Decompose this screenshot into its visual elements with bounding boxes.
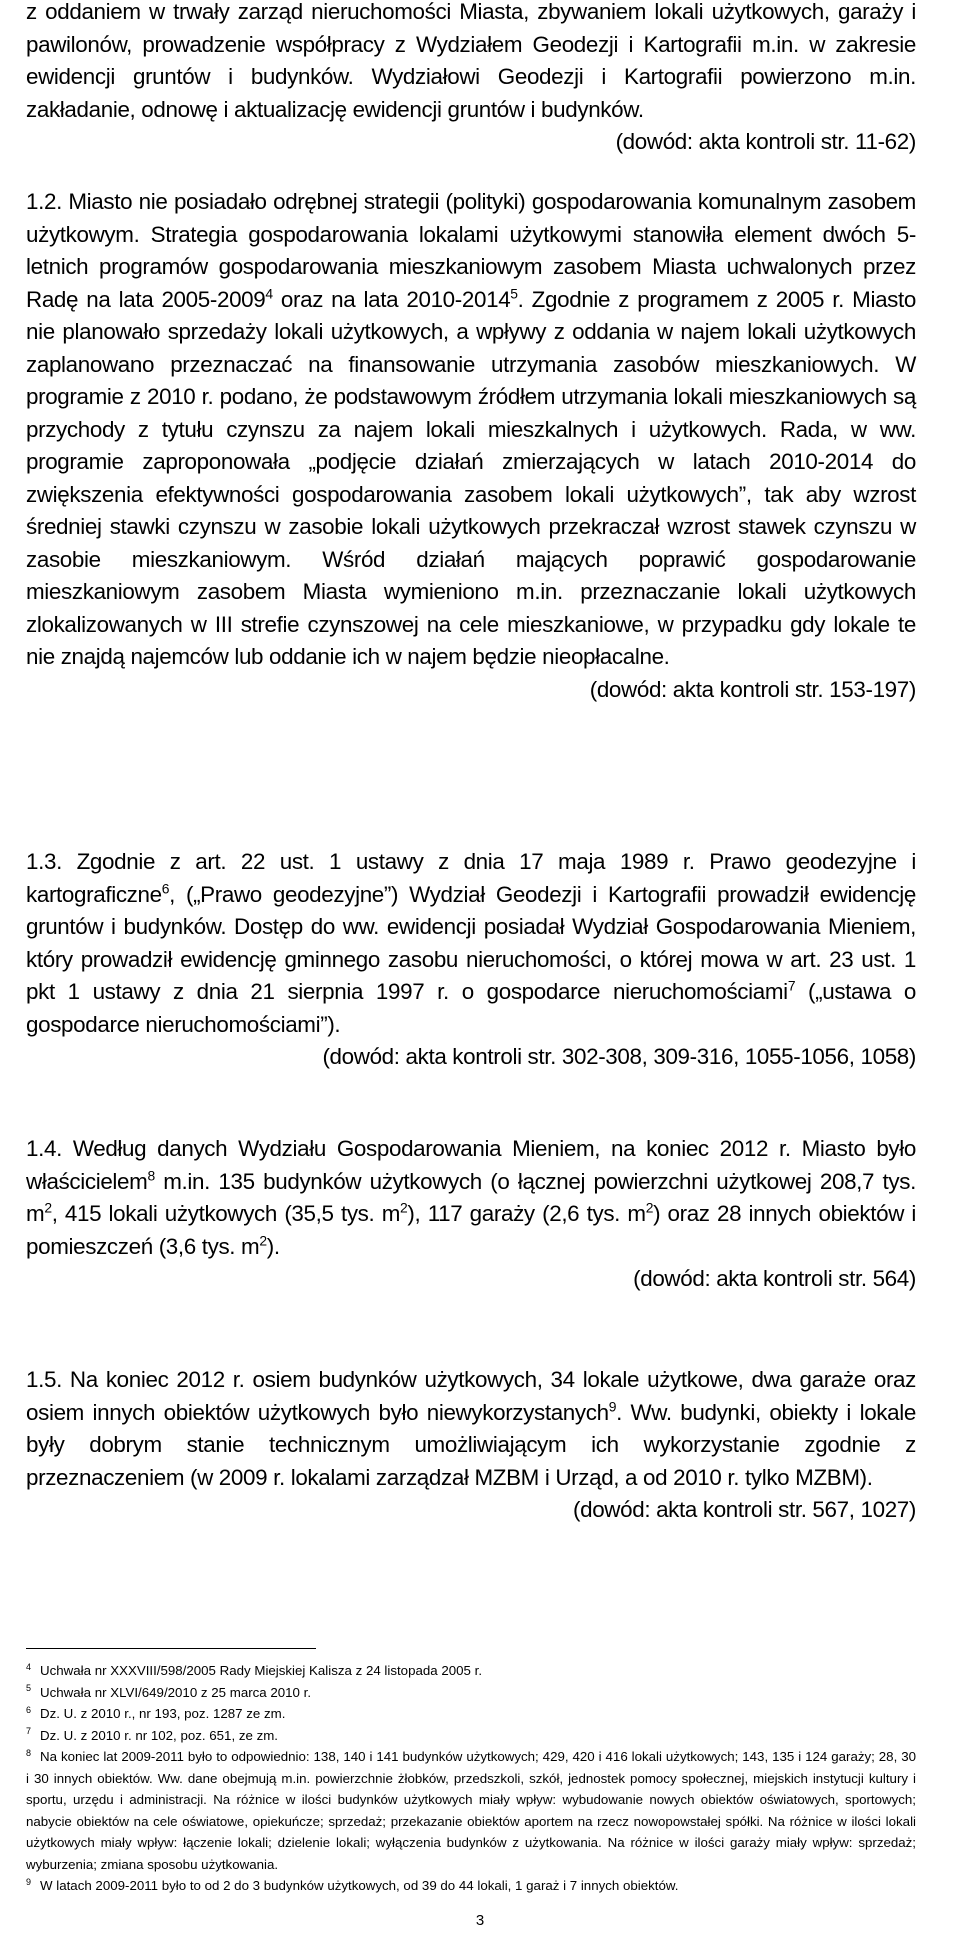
paragraph-text: z oddaniem w trwały zarząd nieruchomości Miasta, zbywaniem lokali użytkowych, garaży i pawilonów, prowadzenie współpracy z Wydziałem Geodezji i Kartografii m.in. w zakresie ewidencji gruntów i budynków. Wydziałowi Geodezji i Kartografii powierzono m.in. zakładanie, odnowę i aktualizację ewidencji gruntów i budynków.: [26, 0, 916, 122]
paragraph-text: ) oraz 28 innych obiektów i pomieszczeń (3,6 tys. m: [26, 1201, 916, 1259]
footnote-text: Uchwała nr XXXVIII/598/2005 Rady Miejskiej Kalisza z 24 listopada 2005 r.: [40, 1663, 483, 1678]
footnote-ref-5: 5: [510, 285, 518, 302]
paragraph-text: , 415 lokali użytkowych (35,5 tys. m: [51, 1201, 401, 1226]
footnote-separator: [26, 1648, 316, 1649]
paragraph-text: 1.3. Zgodnie z art. 22 ust. 1 ustawy z dnia 17 maja 1989 r. Prawo geodezyjne i kartograficzne: [26, 849, 916, 907]
paragraph-text: , („Prawo geodezyjne”) Wydział Geodezji i Kartografii prowadził ewidencję gruntów i budynków. Dostęp do ww. ewidencji posiadał Wydział Gospodarowania Mieniem, który prowadził ewidencję gminnego zasobu nieruchomości, o której mowa w art. 23 ust. 1 pkt 1 ustawy z dnia 21 sierpnia 1997 r. o gospodarce nieruchomościami: [26, 881, 916, 1004]
footnote-text: Dz. U. z 2010 r., nr 193, poz. 1287 ze zm.: [40, 1706, 286, 1721]
paragraph-text: ).: [266, 1233, 280, 1259]
superscript-2: 2: [400, 1199, 408, 1216]
footnote-text: Na koniec lat 2009-2011 było to odpowiednio: 138, 140 i 141 budynków użytkowych; 429, 420 i 416 lokali użytkowych; 143, 135 i 124 garaży; 28, 30 i 30 innych obiektów. Ww. dane obejmują m.in. powierzchnie żłobków, przedszkoli, szkół, jednostek pomocy społecznej, miejskich instytucji kultury i sportu, urzędu i administracji. Na różnice w ilości budynków użytkowych miały wpływ: wybudowanie nowych obiektów oświatowych, sportowych; nabycie obiektów na cele oświatowe, opiekuńcze; sprzedaż; przekazanie obiektów aportem na rzecz nowopowstałej spółki. Na różnice w ilości lokali użytkowych miały wpływ: łączenie lokali; dzielenie lokali; wyłączenia budynków z użytkowania. Na różnice w ilości garaży miały wpływ: sprzedaż; wyburzenia; zmiana sposobu użytkowania.: [26, 1749, 916, 1872]
footnote-9: [26, 1875, 916, 1897]
footnote-number: 4: [26, 1661, 32, 1672]
footnote-number: 5: [26, 1683, 32, 1694]
footnote-ref-9: 9: [608, 1398, 617, 1415]
evidence-source: (dowód: akta kontroli str. 302-308, 309-316, 1055-1056, 1058): [322, 1044, 916, 1069]
footnote-ref-8: 8: [147, 1167, 155, 1184]
footnote-number: 8: [26, 1747, 32, 1758]
paragraph-text: . Zgodnie z programem z 2005 r. Miasto nie planowało sprzedaży lokali użytkowych, a wpływy z oddania w najem lokali użytkowych zaplanowano przeznaczać na finansowanie utrzymania zasobów mieszkaniowych. W programie z 2010 r. podano, że podstawowym źródłem utrzymania lokali mieszkaniowych są przychody z tytułu czynszu za najem lokali mieszkalnych i użytkowych. Rada, w ww. programie zaproponowała „podjęcie działań zmierzających w latach 2010-2014 do zwiększenia efektywności gospodarowania zasobem lokali użytkowych”, tak aby wzrost średniej stawki czynszu w zasobie lokali użytkowych przekraczał wzrost stawek czynszu w zasobie mieszkaniowym. Wśród działań mających poprawić gospodarowanie mieszkaniowym zasobem Miasta wymieniono m.in. przeznaczanie lokali użytkowych zlokalizowanych w III strefie czynszowej na cele mieszkaniowe, w przypadku gdy lokale te nie znajdą najemców lub oddanie ich w najem będzie nieopłacalne.: [26, 286, 916, 669]
footnote-number: 9: [26, 1876, 32, 1887]
footnote-ref-4: 4: [265, 285, 273, 302]
evidence-source: (dowód: akta kontroli str. 564): [633, 1266, 916, 1291]
paragraph-text: ), 117 garaży (2,6 tys. m: [407, 1201, 646, 1226]
superscript-2: 2: [645, 1199, 654, 1216]
footnote-4: [26, 1660, 916, 1682]
paragraph-text: 1.5. Na koniec 2012 r. osiem budynków użytkowych, 34 lokale użytkowe, dwa garaże oraz osiem innych obiektów użytkowych było niewykorzystanych: [26, 1367, 916, 1425]
paragraph-text: 1.2. Miasto nie posiadało odrębnej strategii (polityki) gospodarowania komunalnym zasobem użytkowym. Strategia gospodarowania lokalami użytkowymi stanowiła element dwóch 5-letnich programów gospodarowania mieszkaniowym zasobem Miasta uchwalonych przez Radę na lata 2005-2009: [26, 189, 916, 312]
footnote-number: 7: [26, 1726, 32, 1737]
paragraph-text: . Ww. budynki, obiekty i lokale były dobrym stanie technicznym umożliwiającym ich wykorzystanie zgodnie z przeznaczeniem (w 2009 r. lokalami zarządzał MZBM i Urząd, a od 2010 r. tylko MZBM).: [26, 1399, 916, 1490]
paragraph-1-4: [26, 1133, 916, 1296]
superscript-2: 2: [44, 1199, 52, 1216]
paragraph-text: oraz na lata 2010-2014: [272, 286, 511, 312]
footnote-8: [26, 1746, 916, 1875]
footnote-ref-7: 7: [787, 977, 796, 994]
evidence-source: (dowód: akta kontroli str. 11-62): [615, 129, 916, 154]
evidence-source: (dowód: akta kontroli str. 567, 1027): [572, 1497, 916, 1522]
paragraph-1-2: [26, 186, 916, 706]
footnote-6: [26, 1703, 916, 1725]
footnote-text: W latach 2009-2011 było to od 2 do 3 budynków użytkowych, od 39 do 44 lokali, 1 garaż i 7 innych obiektów.: [40, 1878, 679, 1893]
footnotes: [26, 1660, 916, 1897]
superscript-2: 2: [259, 1232, 267, 1249]
paragraph-text: („ustawa o gospodarce nieruchomościami”).: [26, 979, 916, 1037]
footnote-text: Dz. U. z 2010 r. nr 102, poz. 651, ze zm.: [40, 1727, 278, 1743]
paragraph-1-5: [26, 1364, 916, 1527]
footnote-7: [26, 1725, 916, 1747]
page-number: 3: [475, 1912, 485, 1929]
paragraph-1-1-continuation: [26, 0, 916, 159]
paragraph-text: m.in. 135 budynków użytkowych (o łącznej powierzchni użytkowej 208,7 tys. m: [26, 1168, 916, 1226]
footnote-ref-6: 6: [161, 880, 170, 897]
footnote-number: 6: [26, 1704, 32, 1715]
footnote-text: Uchwała nr XLVI/649/2010 z 25 marca 2010 r.: [40, 1684, 312, 1700]
evidence-source: (dowód: akta kontroli str. 153-197): [589, 676, 916, 702]
paragraph-1-3: [26, 846, 916, 1074]
paragraph-text: 1.4. Według danych Wydziału Gospodarowania Mieniem, na koniec 2012 r. Miasto było właścicielem: [26, 1136, 916, 1194]
footnote-5: [26, 1682, 916, 1704]
